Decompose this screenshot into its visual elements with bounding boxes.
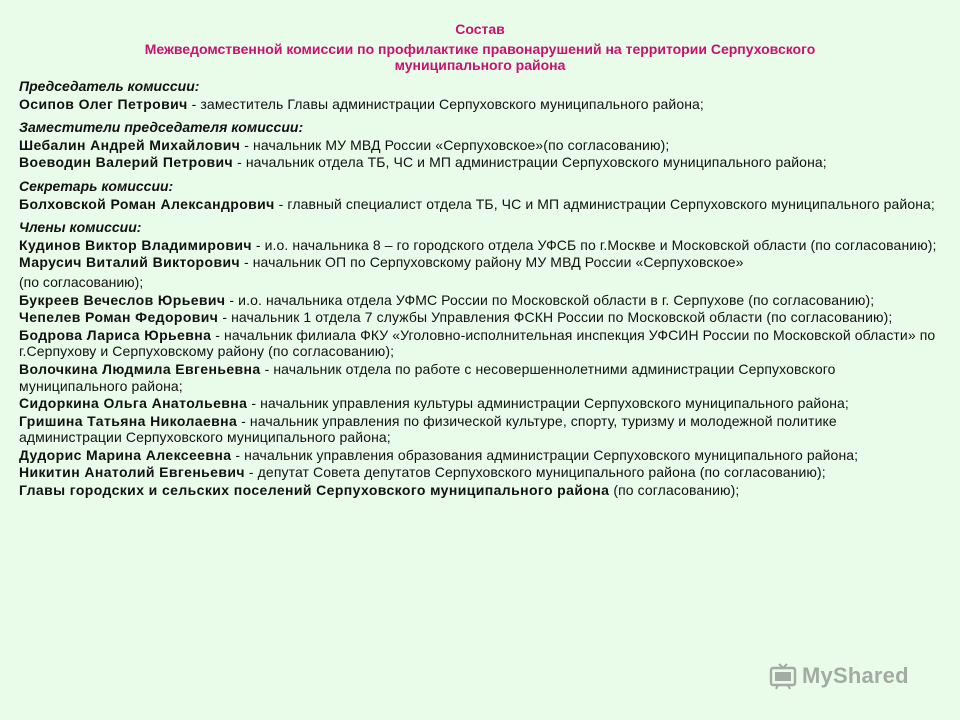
member-name: Чепелев Роман Федорович xyxy=(19,309,219,326)
member-role: - и.о. начальника отдела УФМС России по Московской области в г. Серпухове (по согласованию); xyxy=(225,291,875,308)
member-role: - начальник ОП по Серпуховскому району МУ МВД России «Серпуховское» xyxy=(239,254,744,271)
member-role: - начальник управления культуры администрации Серпуховского муниципального района; xyxy=(247,395,849,412)
watermark xyxy=(768,660,909,692)
member-entry xyxy=(19,464,941,481)
watermark-text: MyShared xyxy=(802,663,909,688)
member-entry xyxy=(19,237,941,254)
member-name: Главы городских и сельских поселений Серпуховского муниципального района xyxy=(19,482,610,499)
member-name: Шебалин Андрей Михайлович xyxy=(19,136,241,153)
member-role: - начальник отдела ТБ, ЧС и МП администрации Серпуховского муниципального района; xyxy=(233,154,827,171)
myshared-logo-icon xyxy=(768,661,798,691)
title-line-1: Состав xyxy=(455,21,505,37)
member-entry xyxy=(19,361,941,394)
commission-list xyxy=(19,78,941,499)
member-entry xyxy=(19,96,941,113)
member-role: - начальник МУ МВД России «Серпуховское»(по согласованию); xyxy=(240,136,670,153)
member-name: Гришина Татьяна Николаевна xyxy=(19,412,238,429)
member-entry xyxy=(19,254,941,290)
member-role: - начальник управления по физической культуре, спорту, туризму и молодежной политике администрации Серпуховского муниципального района; xyxy=(19,412,837,446)
member-name: Букреев Вечеслов Юрьевич xyxy=(19,291,226,308)
member-entry xyxy=(19,327,941,360)
member-role: - начальник 1 отдела 7 службы Управления ФСКН России по Московской области (по согласованию); xyxy=(218,309,893,326)
member-entry xyxy=(19,137,941,154)
title-line-2: Межведомственной комиссии по профилактике правонарушений на территории Серпуховского xyxy=(144,41,816,57)
member-name: Кудинов Виктор Владимирович xyxy=(19,236,252,253)
section-heading-chairman: Председатель комиссии: xyxy=(19,78,200,94)
member-name: Волочкина Людмила Евгеньевна xyxy=(19,360,261,377)
member-entry xyxy=(19,154,941,171)
section-heading-members: Члены комиссии: xyxy=(19,219,142,236)
member-role: - начальник филиала ФКУ «Уголовно-исполнительная инспекция УФСИН России по Московской области» по г.Серпухову и Серпуховскому району (по согласованию); xyxy=(19,326,936,360)
member-name: Никитин Анатолий Евгеньевич xyxy=(19,464,245,481)
member-entry xyxy=(19,292,941,309)
member-name: Бодрова Лариса Юрьевна xyxy=(19,326,212,343)
member-role-continuation: (по согласованию); xyxy=(19,273,144,290)
title-line-3: муниципального района xyxy=(394,57,566,73)
member-role: - заместитель Главы администрации Серпуховского муниципального района; xyxy=(187,95,704,112)
member-name: Воеводин Валерий Петрович xyxy=(19,154,234,171)
member-role: - депутат Совета депутатов Серпуховского муниципального района (по согласованию); xyxy=(244,464,826,481)
section-heading-deputies: Заместители председателя комиссии: xyxy=(19,119,304,136)
section-heading-secretary: Секретарь комиссии: xyxy=(19,177,174,194)
member-name: Сидоркина Ольга Анатольевна xyxy=(19,395,248,412)
member-role: - начальник управления образования администрации Серпуховского муниципального района; xyxy=(231,446,859,463)
member-name: Дудорис Марина Алексеевна xyxy=(19,446,232,463)
member-entry xyxy=(19,413,941,446)
member-name: Болховской Роман Александрович xyxy=(19,195,275,212)
member-role: - главный специалист отдела ТБ, ЧС и МП администрации Серпуховского муниципального района; xyxy=(274,195,935,212)
member-entry xyxy=(19,395,941,412)
member-entry xyxy=(19,447,941,464)
member-role: - начальник отдела по работе с несовершеннолетними администрации Серпуховского муниципального района; xyxy=(19,360,836,394)
member-role: - и.о. начальника 8 – го городского отдела УФСБ по г.Москве и Московской области (по согласованию); xyxy=(251,236,937,253)
member-entry xyxy=(19,482,941,499)
member-name: Осипов Олег Петрович xyxy=(19,95,188,112)
member-entry xyxy=(19,196,941,213)
member-role: (по согласованию); xyxy=(609,482,740,499)
member-entry xyxy=(19,309,941,326)
member-name: Марусич Виталий Викторович xyxy=(19,254,240,271)
